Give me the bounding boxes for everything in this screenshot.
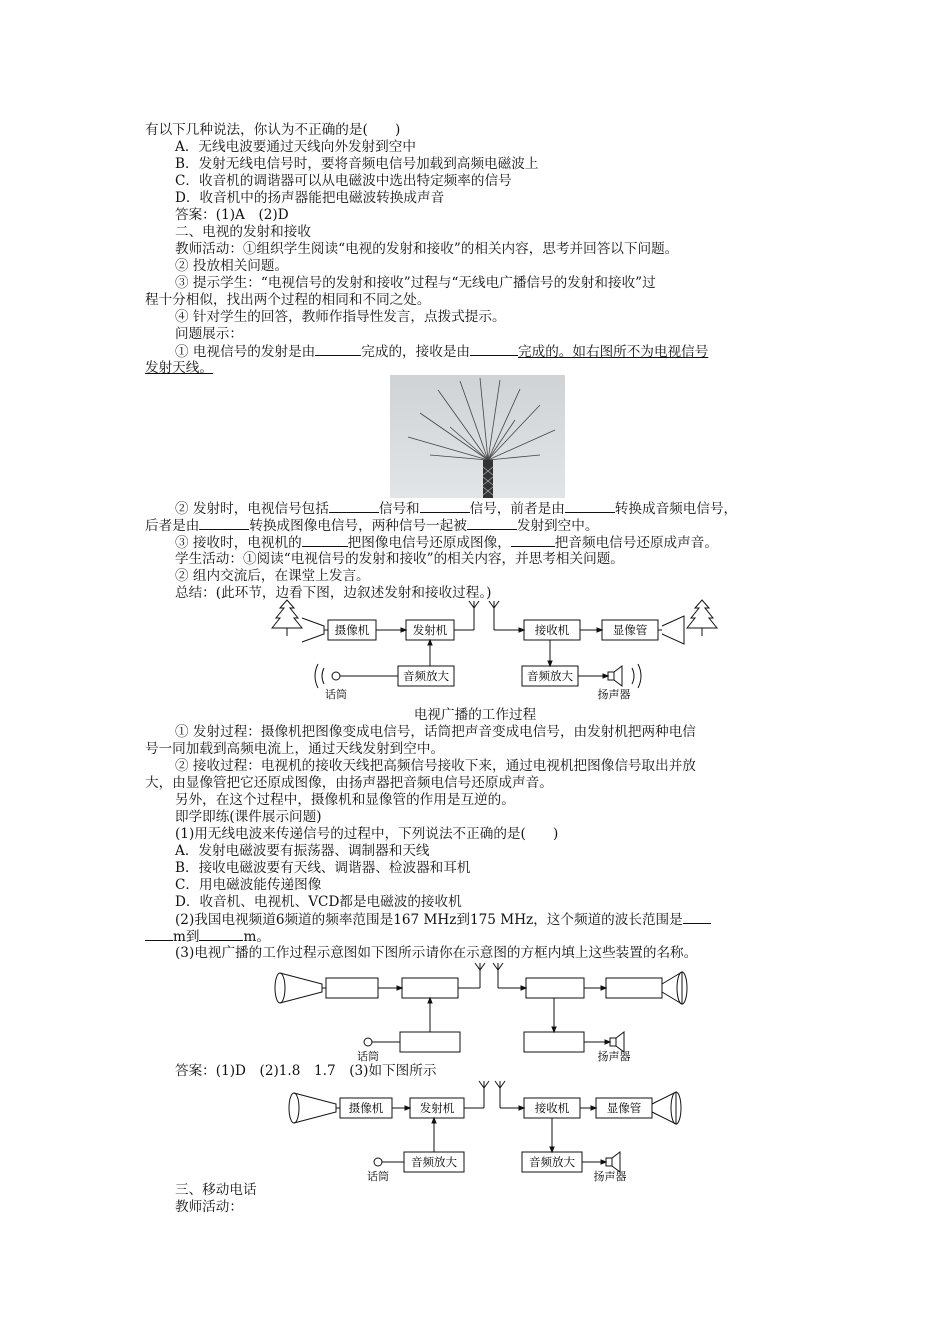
paragraph: 另外，在这个过程中，摄像机和显像管的作用是互逆的。 (175, 792, 515, 808)
practice-q1: (1)用无线电波来传递信号的过程中，下列说法不正确的是( ) (175, 826, 559, 842)
speaker-label: 扬声器 (597, 1050, 631, 1063)
summary: 总结：(此环节，边看下图，边叙述发射和接收过程。) (175, 585, 492, 601)
teacher-activity: 教师活动：①组织学生阅读“电视的发射和接收”的相关内容，思考并回答以下问题。 (175, 241, 679, 257)
blank-box (402, 978, 458, 998)
paragraph: ③ 提示学生：“电视信号的发射和接收”过程与“无线电广播信号的发射和接收”过 (175, 275, 656, 291)
practice-option-a: A．发射电磁波要有振荡器、调制器和天线 (175, 843, 430, 859)
microphone-icon (374, 1158, 382, 1166)
camera-label: 摄像机 (348, 1101, 384, 1115)
blank-box (606, 978, 662, 998)
question-stem: 有以下几种说法，你认为不正确的是( ) (145, 122, 401, 138)
audio-amp-label: 音频放大 (403, 669, 449, 683)
tree-icon (272, 600, 302, 628)
fill-question-2-cont: 后者是由 转换成图像电信号，两种信号一起被 发射到空中。 (145, 518, 599, 534)
speaker-label: 扬声器 (597, 688, 631, 701)
blank-box (524, 1032, 584, 1052)
paragraph: 程十分相似，找出两个过程的相同和不同之处。 (145, 292, 431, 308)
blank-diagram (270, 962, 690, 1064)
receiver-label: 接收机 (534, 623, 570, 637)
fill-question-2: ② 发射时，电视信号包括 信号和 信号，前者是由 转换成音频电信号， (175, 501, 738, 517)
transmitter-label: 发射机 (419, 1101, 455, 1115)
microphone-icon (332, 672, 340, 680)
audio-amp-label: 音频放大 (529, 1155, 575, 1169)
microphone-label: 话筒 (325, 688, 347, 701)
practice-option-d: D．收音机、电视机、VCD都是电磁波的接收机 (175, 894, 462, 910)
blank-box (326, 978, 378, 998)
student-activity: 学生活动：①阅读“电视信号的发射和接收”的相关内容，并思考相关问题。 (175, 551, 624, 567)
transmitter-label: 发射机 (412, 623, 448, 637)
picture-tube-label: 显像管 (606, 1101, 642, 1115)
blank-box (526, 978, 584, 998)
answer-diagram (284, 1078, 704, 1182)
diagram-caption: 电视广播的工作过程 (413, 707, 537, 723)
practice-q2-cont: m到 m。 (145, 928, 270, 946)
practice-option-b: B．接收电磁波要有天线、调谐器、检波器和耳机 (175, 860, 471, 876)
answer-2: 答案：(1)D (2)1.8 1.7 (3)如下图所示 (175, 1063, 437, 1079)
section-heading-mobile: 三、移动电话 (175, 1182, 257, 1198)
practice-q3: (3)电视广播的工作过程示意图如下图所示请你在示意图的方框内填上这些装置的名称。 (175, 945, 698, 961)
option-d: D．收音机中的扬声器能把电磁波转换成声音 (175, 190, 445, 206)
microphone-icon (364, 1038, 372, 1046)
camera-label: 摄像机 (334, 623, 370, 637)
fill-question-1: ① 电视信号的发射是由 完成的，接收是由 完成的。如右图所不为电视信号 (175, 344, 709, 360)
teacher-activity: 教师活动： (175, 1199, 243, 1215)
option-a: A．无线电波要通过天线向外发射到空中 (175, 139, 416, 155)
paragraph: ① 发射过程：摄像机把图像变成电信号，话筒把声音变成电信号，由发射机把两种电信 (175, 724, 696, 740)
receiver-label: 接收机 (534, 1101, 570, 1115)
paragraph: ④ 针对学生的回答，教师作指导性发言，点拨式提示。 (175, 309, 506, 325)
option-b: B．发射无线电信号时，要将音频电信号加载到高频电磁波上 (175, 156, 539, 172)
picture-tube-label: 显像管 (612, 623, 648, 637)
paragraph: 号一同加载到高频电流上，通过天线发射到空中。 (145, 741, 445, 757)
tv-antenna-photo (390, 375, 565, 498)
fill-question-3: ③ 接收时，电视机的 把图像电信号还原成图像， 把音频电信号还原成声音。 (175, 535, 718, 551)
paragraph: 大，由显像管把它还原成图像，由扬声器把音频电信号还原成声音。 (145, 775, 553, 791)
paragraph: ② 投放相关问题。 (175, 258, 289, 274)
audio-amp-label: 音频放大 (527, 669, 573, 683)
tree-icon (687, 600, 717, 628)
option-c: C．收音机的调谐器可以从电磁波中选出特定频率的信号 (175, 173, 512, 189)
microphone-label: 话筒 (367, 1170, 389, 1182)
paragraph: ② 组内交流后，在课堂上发言。 (175, 568, 370, 584)
blank-box (400, 1032, 460, 1052)
tv-broadcast-diagram (262, 598, 722, 708)
microphone-label: 话筒 (357, 1050, 379, 1063)
practice-option-c: C．用电磁波能传递图像 (175, 877, 322, 893)
paragraph: 发射天线。 (145, 360, 213, 376)
practice-heading: 即学即练(课件展示问题) (175, 809, 322, 825)
section-heading-tv: 二、电视的发射和接收 (175, 224, 311, 240)
paragraph: 问题展示： (175, 326, 243, 342)
answer-1: 答案：(1)A (2)D (175, 207, 289, 223)
audio-amp-label: 音频放大 (411, 1155, 457, 1169)
speaker-label: 扬声器 (593, 1170, 627, 1182)
practice-q2: (2)我国电视频道6频道的频率范围是167 MHz到175 MHz，这个频道的波长范围是 (175, 911, 711, 929)
paragraph: ② 接收过程：电视机的接收天线把高频信号接收下来，通过电视机把图像信号取出并放 (175, 758, 696, 774)
